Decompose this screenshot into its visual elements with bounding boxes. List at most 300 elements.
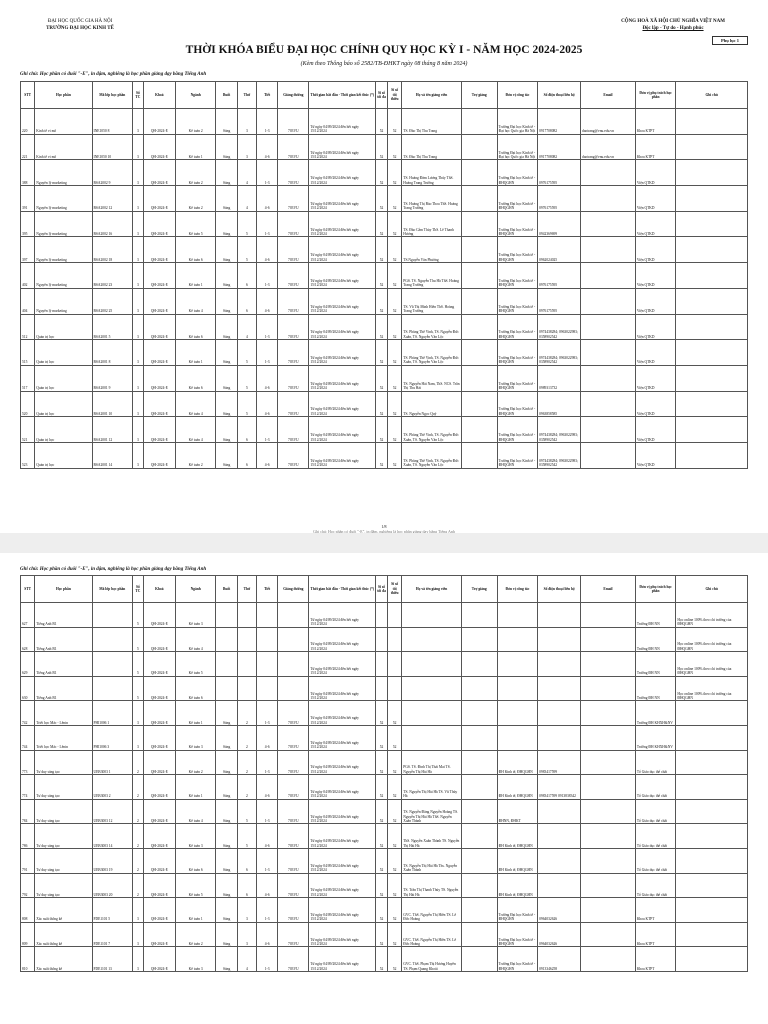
cell-session: Sáng (216, 898, 237, 923)
cell-weekday: 2 (237, 725, 256, 750)
cell-email (581, 603, 636, 628)
cell-time-range: Từ ngày 04/09/2024 đến hết ngày 15/12/2024 (309, 775, 376, 800)
cell-weekday: 6 (237, 263, 256, 289)
cell-min-size: 52 (387, 848, 401, 873)
cell-cohort: QH-2024-E (143, 186, 175, 212)
cell-class-code: BSA2001 14 (92, 442, 133, 468)
cell-work-unit: ĐH Kinh tế, ĐHQGHN (497, 750, 538, 775)
cell-weekday: 5 (237, 211, 256, 237)
cell-assistant (461, 134, 497, 160)
cell-time-range: Từ ngày 04/09/2024 đến hết ngày 15/12/2024 (309, 898, 376, 923)
cell-course: Xác suất thống kê (35, 947, 92, 972)
cell-stt: 791 (21, 848, 35, 873)
cell-class-code: UEB3003 2 (92, 775, 133, 800)
cell-phone: 0974438284; 0963022983; 0358902542 (538, 340, 581, 366)
column-header-course: Học phần (35, 576, 92, 603)
cell-class-code: BSA2002 25 (92, 288, 133, 314)
cell-cohort: QH-2024-E (143, 824, 175, 849)
cell-assistant (461, 922, 497, 947)
cell-work-unit: Trường Đại học Kinh tế - ĐHQGHN (497, 211, 538, 237)
cell-work-unit: Trường Đại học Kinh tế - ĐHQGHN (497, 365, 538, 391)
cell-cohort: QH-2024-E (143, 701, 175, 726)
cell-max-size: 52 (376, 186, 388, 212)
column-header-min-size: Sĩ số tối thiểu (387, 576, 401, 603)
cell-responsible-unit: Khoa KTPT (635, 109, 676, 135)
footer-note: Ghi chú: Học phần có đuôi "-E", in đậm, nghiêng là học phần giảng dạy bằng Tiếng Anh (313, 529, 455, 533)
cell-room: 703VU (278, 701, 309, 726)
cell-lecturer: TS. Hoàng Thị Bảo Thoa ThS. Hoàng Trang Trường (402, 186, 462, 212)
cell-min-size: 52 (387, 109, 401, 135)
cell-cohort: QH-2024-E (143, 603, 175, 628)
cell-stt: 774 (21, 775, 35, 800)
table-row (21, 237, 748, 263)
cell-period: 1-3 (256, 417, 277, 443)
cell-course: Quản trị học (35, 340, 92, 366)
cell-responsible-unit: Viện QTKD (635, 391, 676, 417)
cell-class-code: FDE1101 13 (92, 947, 133, 972)
cell-remarks (676, 340, 748, 366)
cell-session: Sáng (216, 947, 237, 972)
cell-period: 4-6 (256, 391, 277, 417)
cell-work-unit: Trường Đại học Kinh tế - Đại học Quốc gia Hà Nội (497, 134, 538, 160)
cell-class-code: BSA2001 5 (92, 314, 133, 340)
table-row (21, 186, 748, 212)
cell-stt: 627 (21, 603, 35, 628)
cell-credits: 2 (133, 873, 144, 898)
cell-class-code: BSA2002 9 (92, 160, 133, 186)
cell-phone (538, 627, 581, 652)
column-header-phone: Số điện thoại liên hệ (538, 576, 581, 603)
cell-time-range: Từ ngày 04/09/2024 đến hết ngày 15/12/2024 (309, 263, 376, 289)
cell-responsible-unit: Trường ĐH NN (635, 676, 676, 701)
cell-cohort: QH-2024-E (143, 775, 175, 800)
document-subtitle: (Kèm theo Thông báo số 2582/TB-ĐHKT ngày 08 tháng 8 năm 2024) (300, 61, 468, 67)
cell-phone: 0962024025 (538, 237, 581, 263)
cell-major: Kế toán 2 (175, 750, 216, 775)
cell-email (581, 676, 636, 701)
cell-remarks (676, 898, 748, 923)
cell-period (256, 603, 277, 628)
cell-email (581, 417, 636, 443)
cell-credits: 2 (133, 848, 144, 873)
cell-stt: 792 (21, 873, 35, 898)
schedule-table-page-1 (20, 81, 748, 469)
cell-assistant (461, 160, 497, 186)
cell-phone: 0976175595 (538, 288, 581, 314)
cell-stt: 628 (21, 627, 35, 652)
cell-time-range: Từ ngày 04/09/2024 đến hết ngày 15/12/2024 (309, 442, 376, 468)
column-header-email: Email (581, 576, 636, 603)
cell-assistant (461, 627, 497, 652)
cell-time-range: Từ ngày 04/09/2024 đến hết ngày 15/12/2024 (309, 603, 376, 628)
cell-weekday: 2 (237, 701, 256, 726)
national-header (598, 18, 748, 32)
cell-assistant (461, 340, 497, 366)
cell-email (581, 365, 636, 391)
cell-weekday: 6 (237, 442, 256, 468)
cell-course: Tư duy sáng tạo (35, 750, 92, 775)
cell-session: Sáng (216, 237, 237, 263)
cell-session: Sáng (216, 442, 237, 468)
cell-time-range: Từ ngày 04/09/2024 đến hết ngày 15/12/2024 (309, 314, 376, 340)
table-row (21, 676, 748, 701)
note-text: Ghi chú: Học phần có đuôi "-E", in đậm, nghiêng là học phần giảng dạy bằng Tiếng Anh (20, 567, 207, 572)
column-header-class-code: Mã lớp học phần (92, 82, 133, 109)
cell-cohort: QH-2024-E (143, 947, 175, 972)
cell-class-code: INE1050 8 (92, 109, 133, 135)
column-header-period: Tiết (256, 576, 277, 603)
cell-work-unit (497, 627, 538, 652)
cell-email (581, 750, 636, 775)
cell-room: 703VU (278, 263, 309, 289)
cell-credits: 5 (133, 627, 144, 652)
cell-max-size: 52 (376, 775, 388, 800)
cell-min-size: 52 (387, 898, 401, 923)
cell-class-code: BSA2001 12 (92, 417, 133, 443)
cell-credits: 2 (133, 799, 144, 824)
cell-room: 703VU (278, 725, 309, 750)
cell-max-size: 52 (376, 873, 388, 898)
column-header-responsible-unit: Đơn vị phụ trách học phần (635, 576, 676, 603)
cell-class-code: BSA2002 12 (92, 186, 133, 212)
cell-min-size: 52 (387, 340, 401, 366)
cell-credits: 3 (133, 134, 144, 160)
cell-lecturer: TS. Phùng Thế Vinh, TS. Nguyễn Đức Xuân, TS. Nguyễn Văn Lộc (402, 442, 462, 468)
cell-email (581, 442, 636, 468)
cell-period: 4-6 (256, 288, 277, 314)
cell-cohort: QH-2024-E (143, 134, 175, 160)
cell-responsible-unit: Khoa KTPT (635, 134, 676, 160)
cell-major: Kế toán 6 (175, 848, 216, 873)
cell-assistant (461, 211, 497, 237)
cell-email (581, 824, 636, 849)
cell-remarks (676, 442, 748, 468)
cell-stt: 744 (21, 725, 35, 750)
column-header-room: Giảng đường (278, 82, 309, 109)
cell-period: 4-6 (256, 775, 277, 800)
column-header-lecturer: Họ và tên giảng viên (402, 82, 462, 109)
cell-responsible-unit: Tổ Giáo dục thể chất (635, 848, 676, 873)
cell-period: 4-6 (256, 824, 277, 849)
cell-session: Sáng (216, 263, 237, 289)
cell-responsible-unit: Khoa KTPT (635, 898, 676, 923)
cell-class-code: BSA2001 9 (92, 365, 133, 391)
cell-credits: 3 (133, 365, 144, 391)
cell-course: Tư duy sáng tạo (35, 799, 92, 824)
cell-min-size: 52 (387, 775, 401, 800)
cell-lecturer: TS. Nguyễn Hải Nam, ThS. NCS. Trần Thị Thu Hải (402, 365, 462, 391)
cell-email (581, 186, 636, 212)
cell-class-code: FDE1101 7 (92, 922, 133, 947)
cell-lecturer: PGS. TS. Đinh Thị Thái Mai TS. Nguyễn Thị Hải Hà (402, 750, 462, 775)
cell-class-code: BSA2002 18 (92, 237, 133, 263)
cell-room: 703VU (278, 134, 309, 160)
column-header-work-unit: Đơn vị công tác (497, 82, 538, 109)
cell-assistant (461, 417, 497, 443)
cell-min-size (387, 652, 401, 677)
cell-remarks (676, 365, 748, 391)
cell-lecturer (402, 725, 462, 750)
cell-assistant (461, 314, 497, 340)
cell-responsible-unit: Viện QTKD (635, 417, 676, 443)
cell-major: Kế toán 4 (175, 417, 216, 443)
cell-course: Nguyên lý marketing (35, 237, 92, 263)
cell-session: Sáng (216, 848, 237, 873)
note-text: Ghi chú: Học phần có đuôi "-E", in đậm, nghiêng là học phần giảng dạy bằng Tiếng Anh (20, 72, 207, 77)
cell-class-code: UEB3003 19 (92, 848, 133, 873)
cell-credits: 5 (133, 603, 144, 628)
cell-phone: 0989313732 (538, 365, 581, 391)
cell-room: 703VU (278, 750, 309, 775)
cell-stt: 404 (21, 288, 35, 314)
cell-room: 703VU (278, 824, 309, 849)
cell-min-size: 52 (387, 750, 401, 775)
cell-max-size: 52 (376, 288, 388, 314)
cell-cohort: QH-2024-E (143, 365, 175, 391)
cell-course: Xác suất thống kê (35, 922, 92, 947)
cell-session: Sáng (216, 288, 237, 314)
cell-min-size: 52 (387, 873, 401, 898)
table-row (21, 725, 748, 750)
table-row (21, 263, 748, 289)
cell-major: Kế toán 5 (175, 652, 216, 677)
cell-cohort: QH-2024-E (143, 340, 175, 366)
cell-min-size (387, 627, 401, 652)
cell-stt: 388 (21, 160, 35, 186)
cell-min-size: 52 (387, 237, 401, 263)
cell-assistant (461, 725, 497, 750)
cell-cohort: QH-2024-E (143, 799, 175, 824)
column-header-credits: Số TC (133, 576, 144, 603)
cell-session: Sáng (216, 160, 237, 186)
table-row (21, 824, 748, 849)
cell-session: Sáng (216, 365, 237, 391)
cell-max-size: 52 (376, 263, 388, 289)
cell-major: Kế toán 4 (175, 799, 216, 824)
cell-responsible-unit: Viện QTKD (635, 288, 676, 314)
cell-lecturer: TS. Vũ Thị Minh Hiền ThS. Hoàng Trang Trường (402, 288, 462, 314)
cell-responsible-unit: Tổ Giáo dục thể chất (635, 799, 676, 824)
cell-room: 703VU (278, 848, 309, 873)
cell-room: 703VU (278, 288, 309, 314)
cell-remarks: Học online 100% theo chỉ trường của ĐHQGHN (676, 676, 748, 701)
cell-email (581, 211, 636, 237)
cell-assistant (461, 898, 497, 923)
cell-class-code: BSA2001 8 (92, 340, 133, 366)
table-row (21, 211, 748, 237)
cell-time-range: Từ ngày 04/09/2024 đến hết ngày 15/12/2024 (309, 922, 376, 947)
table-row (21, 775, 748, 800)
cell-class-code: PHI1006 1 (92, 701, 133, 726)
cell-cohort: QH-2024-E (143, 263, 175, 289)
column-header-min-size: Sĩ số tối thiểu (387, 82, 401, 109)
cell-remarks: Học online 100% theo chỉ trường của ĐHQGHN (676, 652, 748, 677)
cell-phone: 0976175595 (538, 186, 581, 212)
cell-major: Kế toán 5 (175, 211, 216, 237)
cell-phone: 0974438284; 0963022983; 0358902542 (538, 442, 581, 468)
cell-room: 703VU (278, 211, 309, 237)
cell-stt: 773 (21, 750, 35, 775)
cell-period: 4-6 (256, 873, 277, 898)
cell-cohort: QH-2024-E (143, 211, 175, 237)
cell-major: Kế toán 4 (175, 627, 216, 652)
cell-cohort: QH-2024-E (143, 922, 175, 947)
table-row (21, 947, 748, 972)
cell-assistant (461, 186, 497, 212)
cell-work-unit: Trường Đại học Kinh tế - ĐHQGHN (497, 340, 538, 366)
cell-work-unit: Trường Đại học Kinh tế - ĐHQGHN (497, 391, 538, 417)
cell-email (581, 314, 636, 340)
cell-room: 703VU (278, 947, 309, 972)
cell-remarks (676, 775, 748, 800)
cell-class-code: PHI1006 3 (92, 725, 133, 750)
cell-remarks (676, 391, 748, 417)
cell-assistant (461, 775, 497, 800)
cell-major: Kế toán 1 (175, 775, 216, 800)
cell-period: 4-6 (256, 922, 277, 947)
table-row (21, 288, 748, 314)
cell-responsible-unit: Tổ Giáo dục thể chất (635, 750, 676, 775)
cell-course: Tiếng Anh B1 (35, 627, 92, 652)
cell-min-size: 52 (387, 160, 401, 186)
cell-work-unit (497, 701, 538, 726)
cell-room: 703VU (278, 898, 309, 923)
cell-phone: 0983417599 0913838342 (538, 775, 581, 800)
cell-phone (538, 701, 581, 726)
cell-max-size: 52 (376, 799, 388, 824)
cell-max-size (376, 627, 388, 652)
cell-lecturer (402, 676, 462, 701)
cell-major: Kế toán 6 (175, 314, 216, 340)
cell-responsible-unit: Tổ Giáo dục thể chất (635, 873, 676, 898)
cell-remarks (676, 873, 748, 898)
cell-phone (538, 652, 581, 677)
cell-credits: 3 (133, 701, 144, 726)
column-header-assistant: Trợ giảng (461, 82, 497, 109)
cell-min-size: 52 (387, 186, 401, 212)
cell-class-code: UEB3003 14 (92, 824, 133, 849)
cell-phone: 0976175595 (538, 263, 581, 289)
cell-period: 1-3 (256, 750, 277, 775)
cell-phone: 0917708082 (538, 134, 581, 160)
national-title: CỘNG HOÀ XÃ HỘI CHỦ NGHĨA VIỆT NAM (621, 19, 725, 24)
university-name: ĐẠI HỌC QUỐC GIA HÀ NỘI (47, 19, 113, 24)
cell-assistant (461, 237, 497, 263)
cell-major: Kế toán 1 (175, 263, 216, 289)
cell-responsible-unit: Khoa KTPT (635, 922, 676, 947)
table-row (21, 134, 748, 160)
cell-session: Sáng (216, 417, 237, 443)
cell-phone: 0974438284; 0963022983; 0358902542 (538, 417, 581, 443)
cell-major: Kế toán 4 (175, 288, 216, 314)
cell-cohort: QH-2024-E (143, 848, 175, 873)
table-row (21, 652, 748, 677)
cell-email (581, 652, 636, 677)
cell-class-code: UEB3003 20 (92, 873, 133, 898)
cell-phone: 0983417599 (538, 750, 581, 775)
cell-min-size: 52 (387, 824, 401, 849)
cell-remarks (676, 263, 748, 289)
cell-work-unit (497, 603, 538, 628)
cell-weekday: 3 (237, 898, 256, 923)
column-header-credits: Số TC (133, 82, 144, 109)
table-row (21, 603, 748, 628)
cell-room: 703VU (278, 340, 309, 366)
cell-email (581, 160, 636, 186)
cell-max-size: 52 (376, 391, 388, 417)
cell-stt: 395 (21, 211, 35, 237)
cell-phone (538, 873, 581, 898)
cell-remarks (676, 237, 748, 263)
cell-weekday: 2 (237, 750, 256, 775)
cell-work-unit: Trường Đại học Kinh tế - ĐHQGHN (497, 947, 538, 972)
cell-time-range: Từ ngày 04/09/2024 đến hết ngày 15/12/2024 (309, 186, 376, 212)
cell-min-size: 52 (387, 314, 401, 340)
cell-credits: 5 (133, 652, 144, 677)
cell-remarks: Học online 100% theo chỉ trường của ĐHQGHN (676, 603, 748, 628)
table-row (21, 627, 748, 652)
cell-remarks (676, 824, 748, 849)
cell-min-size: 52 (387, 799, 401, 824)
cell-responsible-unit: Khoa KTPT (635, 947, 676, 972)
cell-course: Quản trị học (35, 417, 92, 443)
cell-major: Kế toán 2 (175, 442, 216, 468)
cell-session: Sáng (216, 750, 237, 775)
cell-major: Kế toán 2 (175, 160, 216, 186)
cell-time-range: Từ ngày 04/09/2024 đến hết ngày 15/12/2024 (309, 391, 376, 417)
cell-stt: 220 (21, 109, 35, 135)
cell-email (581, 340, 636, 366)
cell-credits: 3 (133, 109, 144, 135)
cell-work-unit: Trường Đại học Kinh tế - ĐHQGHN (497, 314, 538, 340)
cell-period: 4-6 (256, 725, 277, 750)
cell-lecturer: TS. Nguyễn Thị Hải Hà TS. Vũ Thùy Hà (402, 775, 462, 800)
column-header-stt: STT (21, 82, 35, 109)
cell-course: Quản trị học (35, 442, 92, 468)
cell-class-code: INE1050 10 (92, 134, 133, 160)
cell-remarks (676, 947, 748, 972)
cell-email (581, 701, 636, 726)
cell-room: 703VU (278, 417, 309, 443)
cell-max-size (376, 676, 388, 701)
cell-max-size: 52 (376, 417, 388, 443)
cell-course: Tư duy sáng tạo (35, 873, 92, 898)
cell-lecturer (402, 701, 462, 726)
cell-credits: 3 (133, 947, 144, 972)
column-header-remarks: Ghi chú (676, 82, 748, 109)
table-header-row (21, 82, 748, 109)
cell-min-size: 52 (387, 947, 401, 972)
cell-credits: 3 (133, 237, 144, 263)
cell-email: daotrang@vnu.edu.vn (581, 109, 636, 135)
cell-phone (538, 799, 581, 824)
cell-session: Sáng (216, 134, 237, 160)
cell-stt: 521 (21, 417, 35, 443)
cell-stt: 391 (21, 186, 35, 212)
cell-credits: 3 (133, 340, 144, 366)
cell-email (581, 775, 636, 800)
cell-assistant (461, 603, 497, 628)
cell-weekday: 4 (237, 314, 256, 340)
cell-email (581, 898, 636, 923)
cell-stt: 809 (21, 922, 35, 947)
cell-session (216, 627, 237, 652)
cell-course: Kinh tế vi mô (35, 134, 92, 160)
column-header-course: Học phần (35, 82, 92, 109)
cell-email: daotrang@vnu.edu.vn (581, 134, 636, 160)
cell-weekday: 5 (237, 340, 256, 366)
cell-major: Kế toán 6 (175, 676, 216, 701)
